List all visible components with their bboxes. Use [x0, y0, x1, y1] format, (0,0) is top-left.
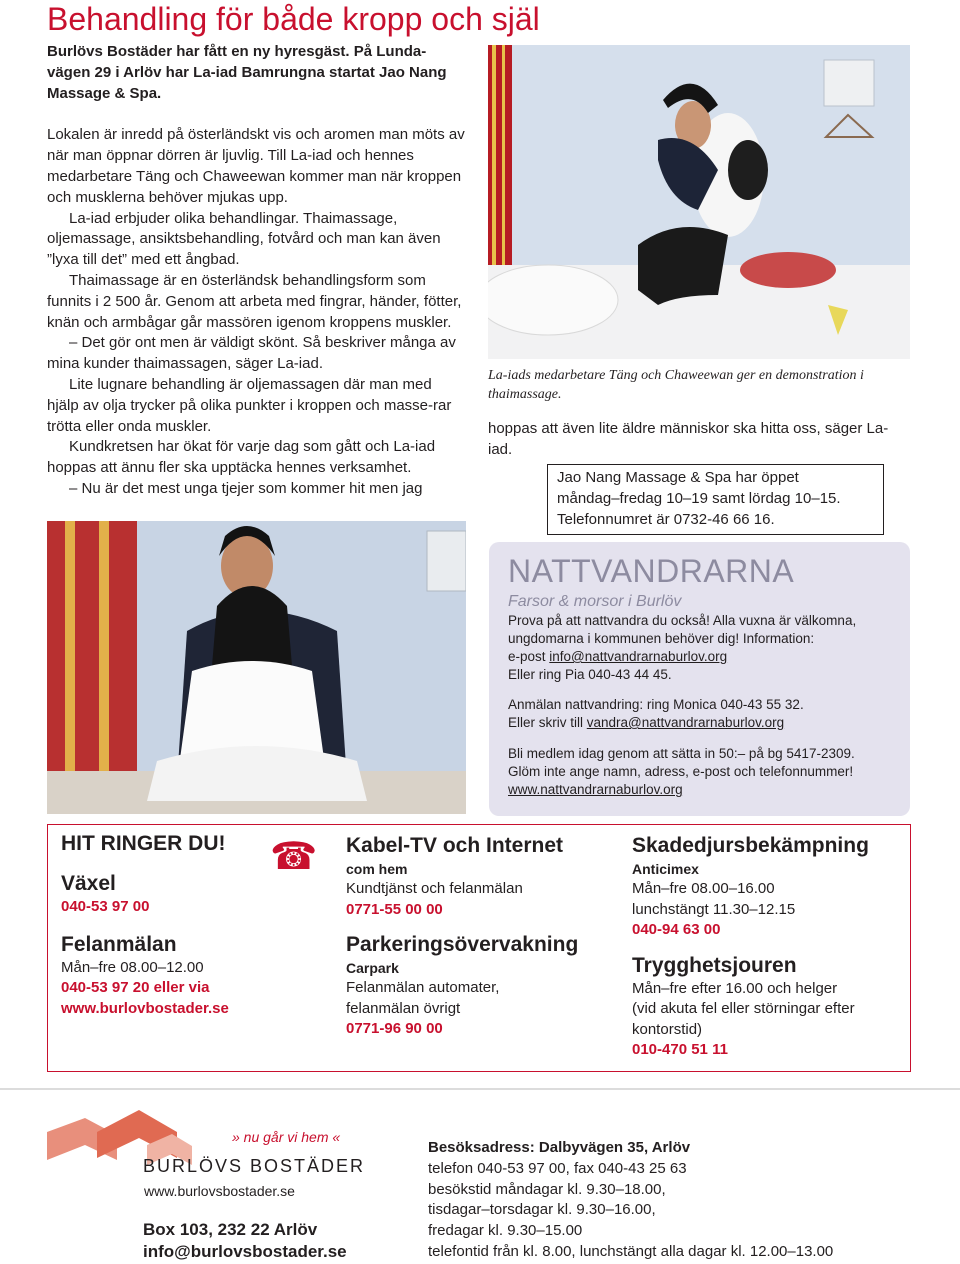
nattvandrarna-title: NATTVANDRARNA: [508, 553, 795, 589]
nattvandrarna-info: [508, 612, 903, 684]
parkering-provider: Carpark: [346, 960, 399, 976]
skadedjur-lunch: lunchstängt 11.30–12.15: [632, 900, 796, 918]
parkering-number: 0771-96 90 00: [346, 1020, 443, 1037]
info-line: Eller ring Pia 040-43 44 45.: [508, 667, 672, 682]
massage-photo-bottom: [47, 521, 466, 814]
kabel-number: 0771-55 00 00: [346, 900, 443, 918]
vaxel-number: 040-53 97 00: [61, 898, 150, 915]
nattvandrarna-signup: [508, 696, 903, 732]
address-heading: Besöksadress: Dalbyvägen 35, Arlöv: [428, 1139, 691, 1156]
kabel-description: Kundtjänst och felanmälan: [346, 880, 523, 897]
logo-wordmark: BURLÖVS BOSTÄDER: [143, 1156, 366, 1176]
membership-line: Bli medlem idag genom att sätta in 50:– på bg 5417-2309.: [508, 746, 855, 761]
hours-line: måndag–fredag 10–19 samt lördag 10–15.: [557, 489, 841, 507]
skadedjur-heading: Skadedjursbekämpning: [632, 834, 869, 857]
email-prefix: Eller skriv till: [508, 715, 587, 730]
opening-hours-box: [547, 464, 884, 535]
info-line: [508, 648, 903, 666]
address-line: fredagar kl. 9.30–15.00: [428, 1222, 583, 1240]
article-paragraph: – Nu är det mest unga tjejer som kommer hit men jag: [69, 479, 423, 497]
felanmalan-heading: Felanmälan: [61, 932, 177, 956]
vandra-email-link[interactable]: vandra@nattvandrarnaburlov.org: [586, 715, 785, 730]
telephone-icon: ☎: [270, 836, 318, 878]
skadedjur-provider: Anticimex: [632, 861, 699, 877]
footer-email-link[interactable]: info@burlovsbostader.se: [143, 1242, 347, 1261]
info-line: ungdomarna i kommunen behöver dig! Information:: [508, 631, 815, 646]
skadedjur-number: 040-94 63 00: [632, 921, 721, 938]
visiting-address: [428, 1138, 833, 1263]
trygghetsjouren-note: kontorstid): [632, 1020, 703, 1038]
article-continuation: hoppas att även lite äldre människor ska hitta oss, säger La-iad.: [488, 420, 889, 458]
trygghetsjouren-hours: Mån–fre efter 16.00 och helger: [632, 979, 838, 997]
trygghetsjouren-heading: Trygghetsjouren: [632, 953, 797, 977]
article-paragraph: Lite lugnare behandling är oljemassagen där man med hjälp av olja trycker på olika punkter i kroppen och masse-rar trötta eller onda muskler.: [47, 375, 452, 435]
contacts-col-2: [346, 833, 578, 1040]
felanmalan-web-link[interactable]: www.burlovbostader.se: [61, 999, 229, 1017]
page-title: Behandling för både kropp och själ: [47, 1, 540, 37]
footer-divider: [0, 1088, 960, 1090]
article-paragraph: – Det gör ont men är väldigt skönt. Så beskriver många av mina kunder thaimassagen, säger La-iad.: [47, 334, 456, 373]
photo-caption: La-iads medarbetare Täng och Chaweewan ger en demonstration i thaimassage.: [488, 368, 864, 402]
article-body: [47, 42, 467, 500]
trygghetsjouren-number: 010-470 51 11: [632, 1041, 728, 1058]
parkering-description: felanmälan övrigt: [346, 999, 461, 1017]
nattvandrarna-membership: [508, 745, 903, 799]
kabel-provider: com hem: [346, 861, 408, 877]
article-paragraph: Thaimassage är en österländsk behandlingsform som funnits i 2 500 år. Genom att arbeta med fingrar, händer, fötter, knän och armbågar går massören igenom kroppens muskler.: [47, 271, 462, 331]
address-line: besökstid måndagar kl. 9.30–18.00,: [428, 1180, 666, 1198]
article-paragraph: La-iad erbjuder olika behandlingar. Thaimassage, oljemassage, ansiktsbehandling, fotvård och man kan även ”lyxa till det” med ett ångbad.: [47, 209, 441, 269]
website-link[interactable]: www.nattvandrarnaburlov.org: [508, 782, 683, 797]
massage-photo-top: [488, 45, 910, 359]
article-paragraph: Kundkretsen har ökat för varje dag som gått och La-iad hoppas att ännu fler ska upptäcka hennes verksamhet.: [47, 438, 436, 477]
address-line: telefontid från kl. 8.00, lunchstängt alla dagar kl. 12.00–13.00: [428, 1242, 834, 1260]
footer-postal: Box 103, 232 22 Arlöv: [143, 1220, 318, 1239]
parkering-heading: Parkeringsövervakning: [346, 933, 579, 956]
article-paragraph: Lokalen är inredd på österländskt vis och aromen man möts av när man öppnar dörren är ljuvlig. Till La-iad och hennes medarbetare Täng och Chaweewan kommer man när kroppen och musklerna behöver mjukas upp.: [47, 126, 465, 206]
parkering-description: Felanmälan automater,: [346, 979, 500, 996]
kabel-heading: Kabel-TV och Internet: [346, 834, 564, 857]
signup-line: [508, 714, 903, 732]
hours-line: Jao Nang Massage & Spa har öppet: [557, 469, 799, 486]
address-line: tisdagar–torsdagar kl. 9.30–16.00,: [428, 1201, 656, 1219]
footer-web-link[interactable]: www.burlovsbostader.se: [144, 1183, 295, 1199]
email-prefix: e-post: [508, 649, 550, 664]
info-line: Prova på att nattvandra du också! Alla vuxna är välkomna,: [508, 613, 857, 628]
felanmalan-number: 040-53 97 20 eller via: [61, 979, 210, 996]
hours-line: Telefonnumret är 0732-46 66 16.: [557, 510, 775, 528]
contacts-col-1: [61, 831, 229, 1019]
signup-line: Anmälan nattvandring: ring Monica 040-43 55 32.: [508, 697, 804, 712]
vaxel-heading: Växel: [61, 872, 116, 895]
membership-line: Glöm inte ange namn, adress, e-post och telefonnummer!: [508, 764, 854, 779]
contacts-header: HIT RINGER DU!: [61, 832, 226, 855]
address-line: telefon 040-53 97 00, fax 040-43 25 63: [428, 1159, 687, 1177]
trygghetsjouren-note: (vid akuta fel eller störningar efter: [632, 1000, 855, 1017]
skadedjur-hours: Mån–fre 08.00–16.00: [632, 880, 775, 897]
footer-tagline: » nu går vi hem «: [232, 1129, 341, 1145]
contacts-col-3: [632, 833, 869, 1061]
nattvandrarna-subtitle: Farsor & morsor i Burlöv: [508, 593, 682, 610]
felanmalan-hours: Mån–fre 08.00–12.00: [61, 958, 204, 976]
info-email-link[interactable]: info@nattvandrarnaburlov.org: [549, 649, 728, 664]
article-lead: Burlövs Bostäder har fått en ny hyresgäst. På Lunda-vägen 29 i Arlöv har La-iad Bamrungna startat Jao Nang Massage & Spa.: [47, 43, 447, 102]
